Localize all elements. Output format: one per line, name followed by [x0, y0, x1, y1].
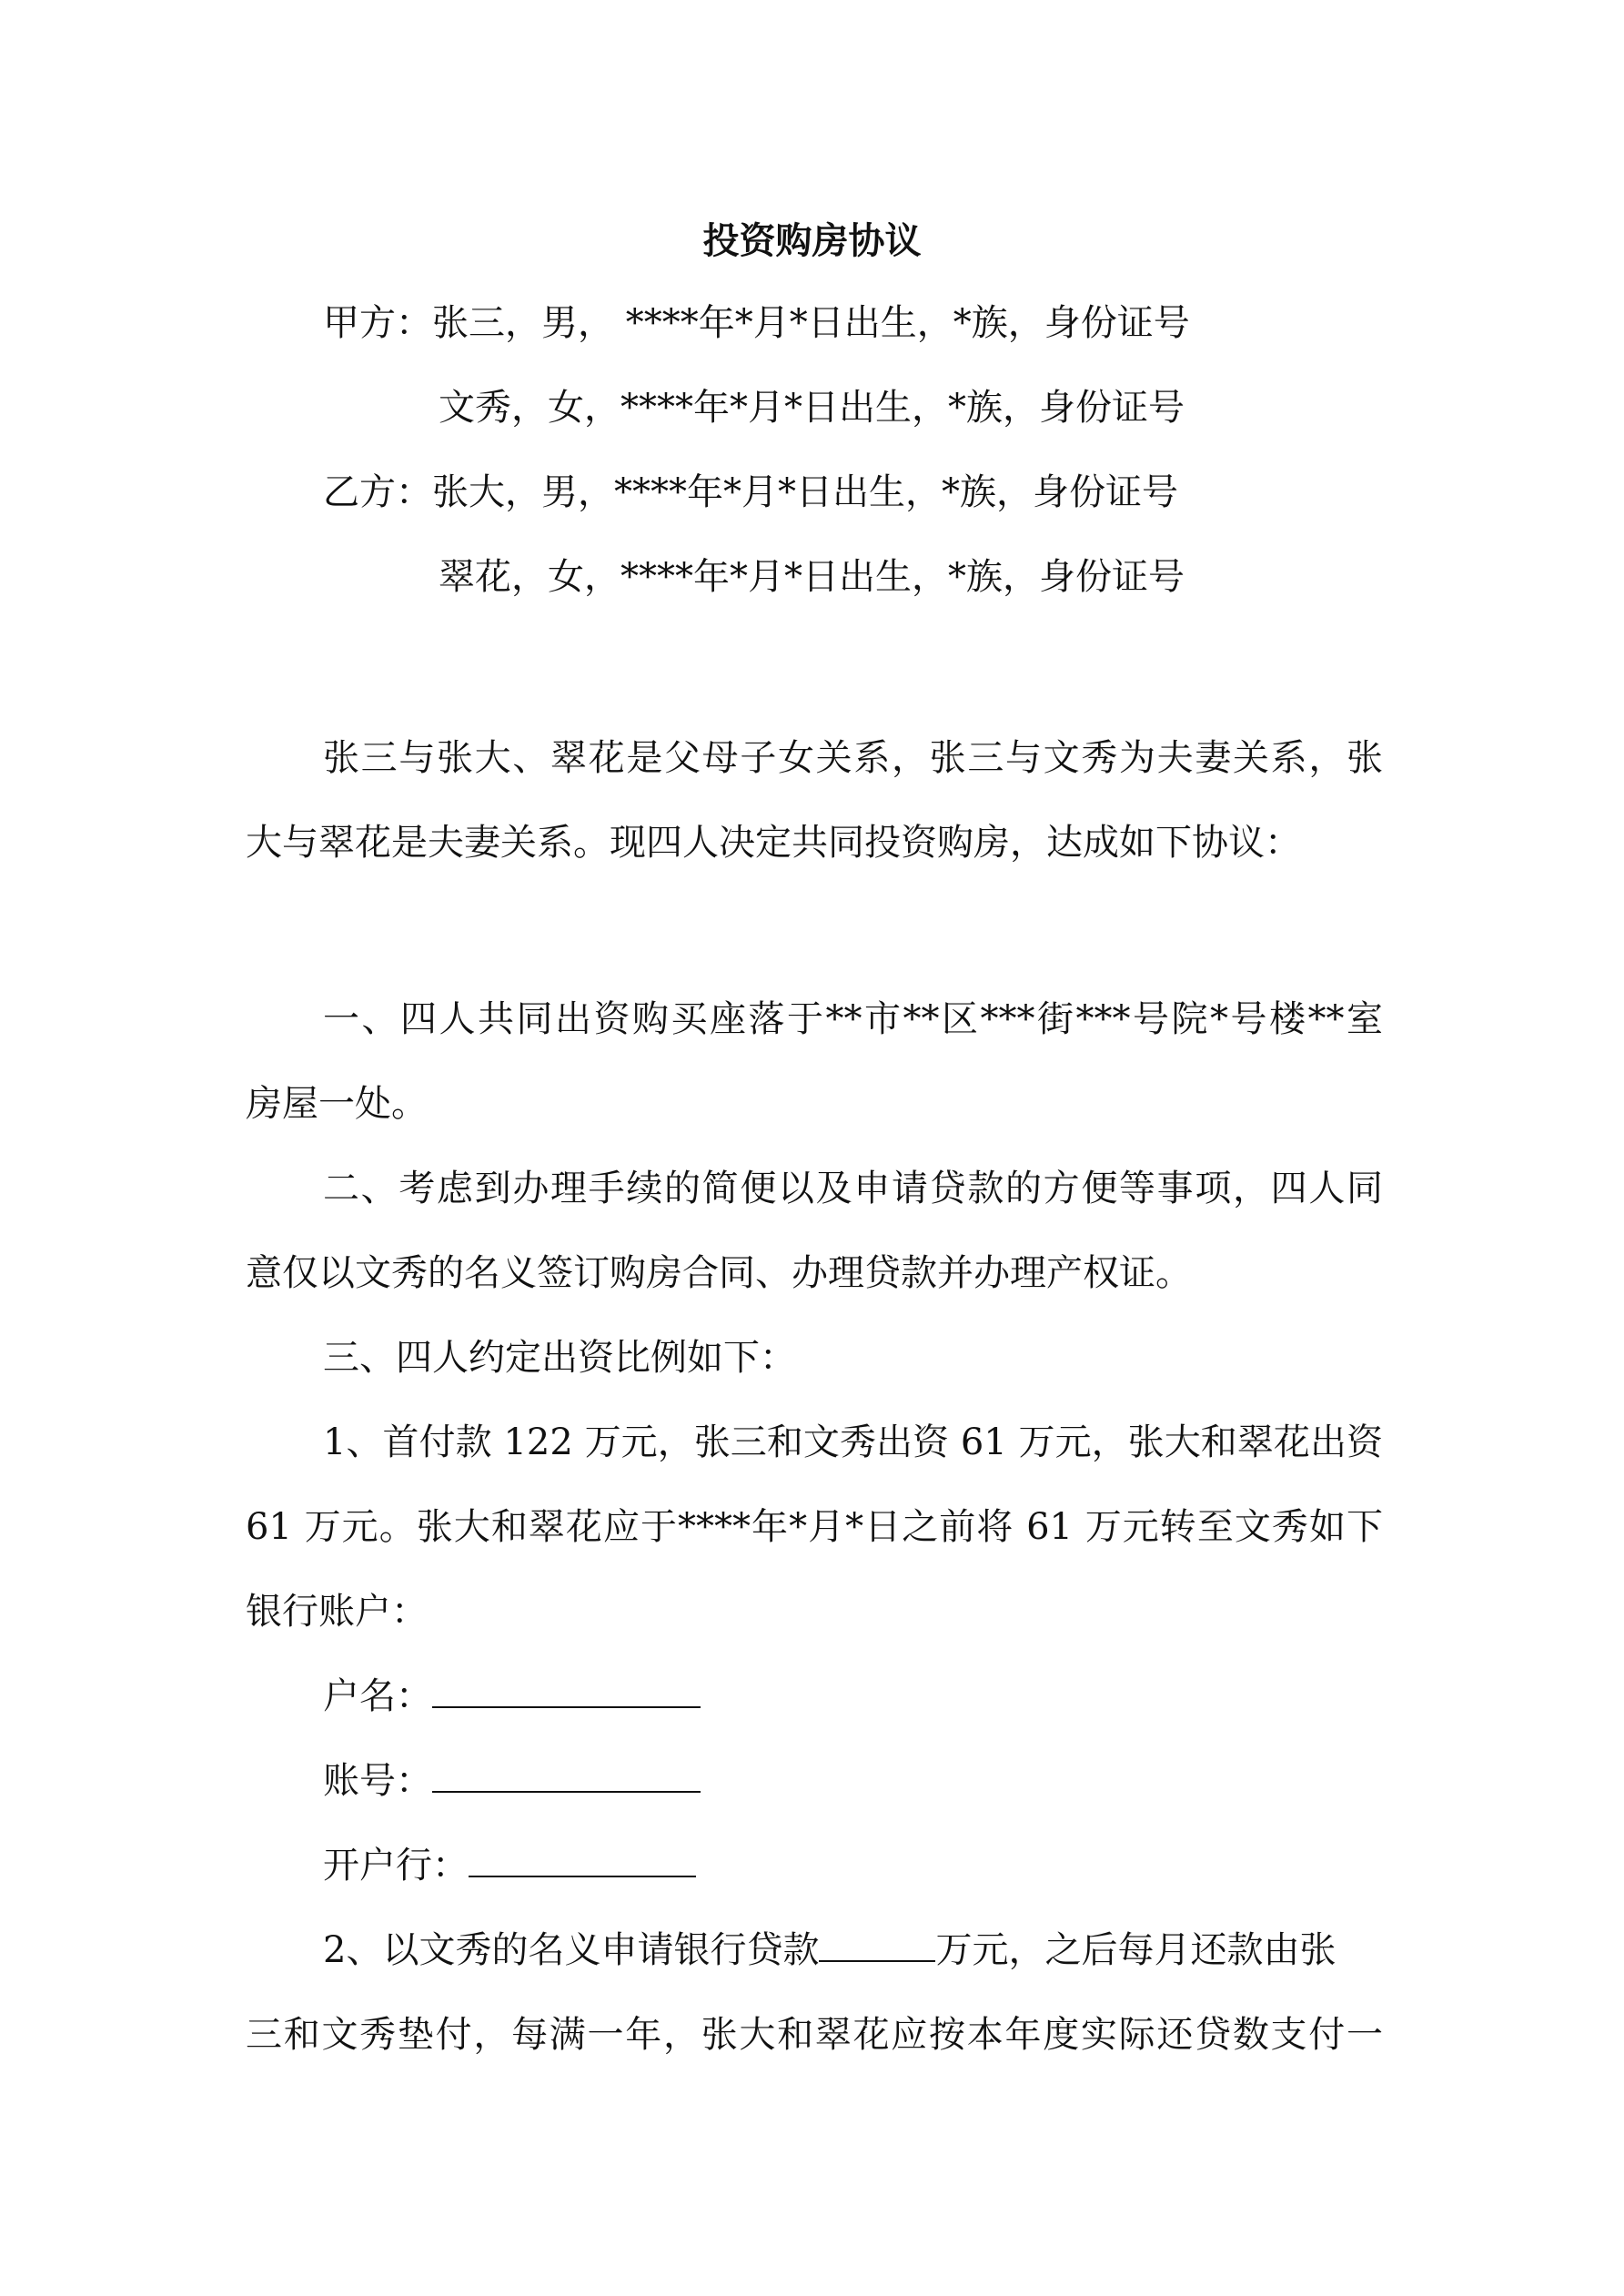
item-2-text-before-blank: 2、以文秀的名义申请银行贷款: [323, 1929, 820, 1971]
clause-1-line-1: 一、四人共同出资购买座落于**市**区***街***号院*号楼**室: [323, 998, 1383, 1040]
party-b-line-1: 乙方：张大，男，****年*月*日出生，*族，身份证号: [323, 471, 1178, 513]
clause-3-heading: 三、四人约定出资比例如下：: [323, 1337, 796, 1379]
account-number-label: 账号：: [323, 1760, 432, 1802]
clause-2-line-2: 意仅以文秀的名义签订购房合同、办理贷款并办理产权证。: [246, 1252, 1192, 1294]
item-2-line-1: [323, 1923, 1336, 1977]
party-a-line-2: 文秀，女，****年*月*日出生，*族，身份证号: [439, 387, 1185, 429]
loan-amount-blank: [819, 1929, 935, 1962]
document-title: 投资购房协议: [702, 219, 922, 262]
account-bank-row: [323, 1838, 696, 1893]
intro-line-1: 张三与张大、翠花是父母子女关系，张三与文秀为夫妻关系，张: [323, 737, 1383, 779]
item-2-line-2: 三和文秀垫付，每满一年，张大和翠花应按本年度实际还贷数支付一: [246, 2014, 1383, 2056]
item-2-text-after-blank: 万元，之后每月还款由张: [935, 1929, 1337, 1971]
account-name-label: 户名：: [323, 1675, 432, 1717]
item-1-line-3: 银行账户：: [246, 1591, 428, 1633]
account-bank-blank: [469, 1845, 696, 1877]
intro-line-2: 大与翠花是夫妻关系。现四人决定共同投资购房，达成如下协议：: [246, 822, 1301, 864]
clause-2-line-1: 二、考虑到办理手续的简便以及申请贷款的方便等事项，四人同: [323, 1168, 1383, 1209]
account-name-blank: [432, 1675, 701, 1708]
party-b-line-2: 翠花，女，****年*月*日出生，*族，身份证号: [439, 556, 1185, 598]
account-name-row: [323, 1669, 701, 1724]
item-1-line-2: 61 万元。张大和翠花应于****年*月*日之前将 61 万元转至文秀如下: [246, 1506, 1383, 1548]
item-1-line-1: 1、首付款 122 万元，张三和文秀出资 61 万元，张大和翠花出资: [323, 1421, 1383, 1463]
account-number-row: [323, 1754, 701, 1808]
account-bank-label: 开户行：: [323, 1845, 469, 1886]
clause-1-line-2: 房屋一处。: [246, 1083, 428, 1125]
party-a-line-1: 甲方：张三，男， ****年*月*日出生，*族，身份证号: [323, 302, 1190, 344]
account-number-blank: [432, 1760, 701, 1793]
